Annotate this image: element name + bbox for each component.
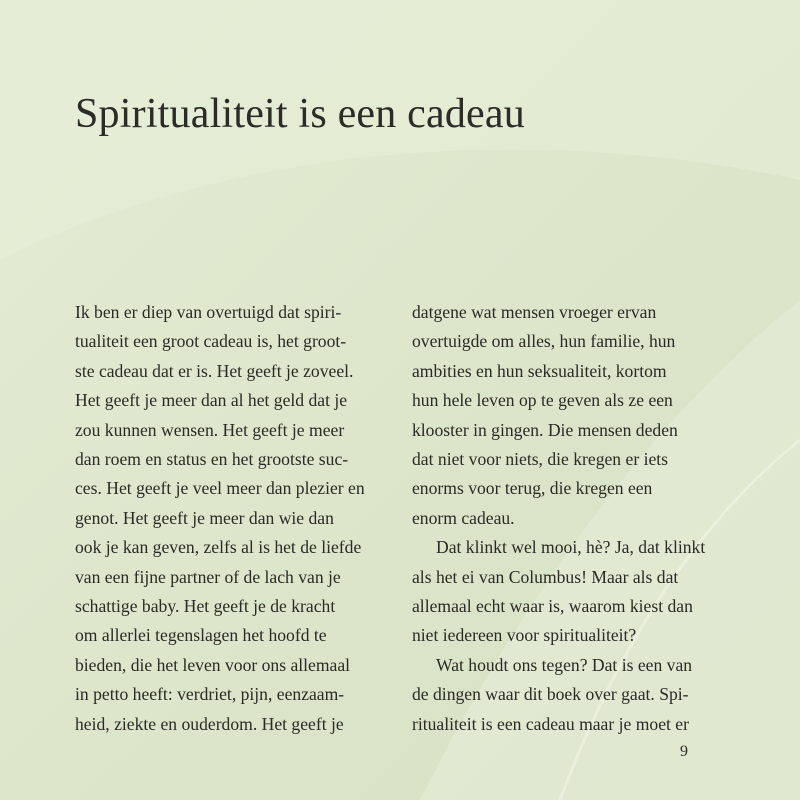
text-line: ritualiteit is een cadeau maar je moet er — [412, 713, 689, 734]
text-line: Dat klinkt wel mooi, hè? Ja, dat klinkt — [436, 537, 706, 558]
text-line: schattige baby. Het geeft je de kracht — [75, 596, 336, 617]
text-line: enorms voor terug, die kregen een — [412, 478, 653, 499]
text-line: Ik ben er diep van overtuigd dat spiri- — [75, 302, 342, 322]
text-line: ook je kan geven, zelfs al is het de liefde — [75, 537, 362, 558]
text-line: als het ei van Columbus! Maar als dat — [412, 566, 679, 587]
page-number: 9 — [680, 743, 688, 760]
text-line: ambities en hun seksualiteit, kortom — [412, 360, 667, 381]
page-title: Spiritualiteit is een cadeau — [75, 91, 525, 137]
text-line: bieden, die het leven voor ons allemaal — [75, 654, 351, 675]
text-line: enorm cadeau. — [412, 507, 515, 528]
text-line: de dingen waar dit boek over gaat. Spi- — [412, 684, 689, 705]
text-line: om allerlei tegenslagen het hoofd te — [75, 625, 327, 646]
text-line: Wat houdt ons tegen? Dat is een van — [436, 654, 693, 675]
text-line: Het geeft je meer dan al het geld dat je — [75, 390, 348, 411]
text-line: dat niet voor niets, die kregen er iets — [412, 449, 669, 470]
text-line: allemaal echt waar is, waarom kiest dan — [412, 596, 693, 617]
text-line: in petto heeft: verdriet, pijn, eenzaam- — [75, 684, 345, 705]
text-line: ste cadeau dat er is. Het geeft je zoveel. — [75, 360, 354, 381]
text-line: overtuigde om alles, hun familie, hun — [412, 331, 676, 352]
text-line: klooster in gingen. Die mensen deden — [412, 419, 678, 440]
text-line: heid, ziekte en ouderdom. Het geeft je — [75, 713, 344, 734]
text-line: van een fijne partner of de lach van je — [75, 566, 341, 587]
text-line: ces. Het geeft je veel meer dan plezier en — [75, 478, 365, 499]
text-line: hun hele leven op te geven als ze een — [412, 390, 673, 411]
text-line: zou kunnen wensen. Het geeft je meer — [75, 419, 345, 440]
text-line: dan roem en status en het grootste suc- — [75, 449, 349, 470]
right-column-text — [412, 298, 732, 739]
text-line: tualiteit een groot cadeau is, het groot- — [75, 331, 347, 352]
text-line: niet iedereen voor spiritualiteit? — [412, 625, 637, 646]
left-column-text — [75, 298, 395, 739]
text-line: genot. Het geeft je meer dan wie dan — [75, 507, 334, 528]
text-line: datgene wat mensen vroeger ervan — [412, 302, 657, 322]
